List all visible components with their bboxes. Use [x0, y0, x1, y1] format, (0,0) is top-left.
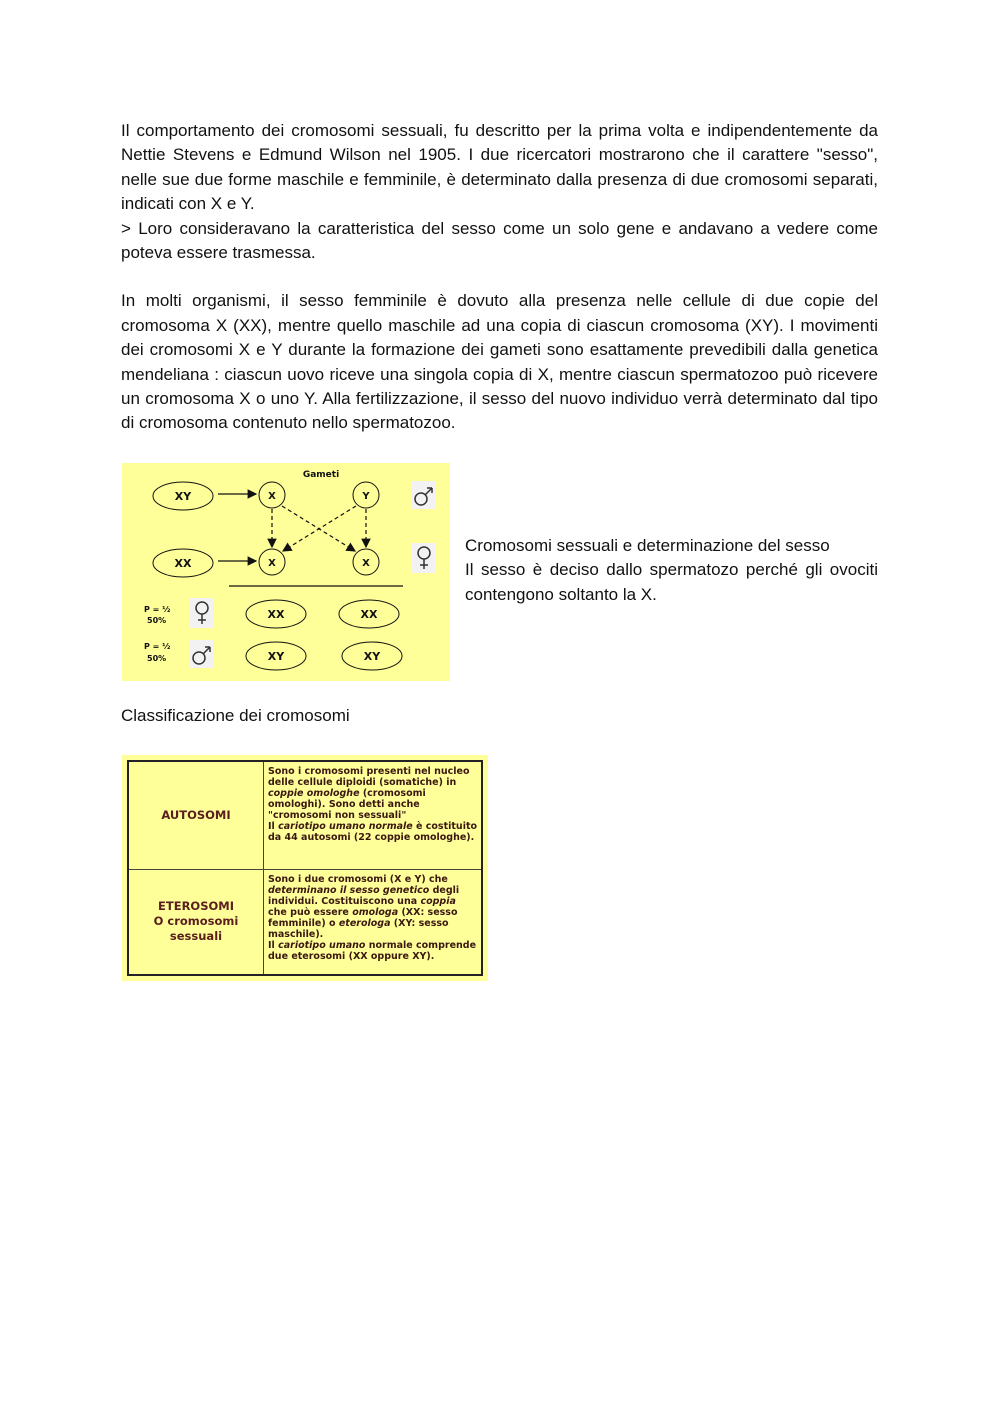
diagram-caption: [465, 534, 878, 607]
paragraph-mechanism: In molti organismi, il sesso femminile è dovuto alla presenza nelle cellule di due copie del cromosoma X (XX), mentre quello maschile ad una copia di ciascun cromosoma (XY). I movimenti dei cromosomi X e Y durante la formazione dei gameti sono esattamente prevedibili dalla genetica mendeliana : ciascun uovo riceve una singola copia di X, mentre ciascun spermatozoo può ricevere un cromosoma X o uno Y. Alla fertilizzazione, il sesso del nuovo individuo verrà determinato dal tipo di cromosoma contenuto nello spermatozoo.: [121, 291, 878, 433]
paragraph-note: > Loro consideravano la caratteristica del sesso come un solo gene e andavano a vedere come poteva essere trasmessa.: [121, 218, 878, 263]
sex-determination-diagram: [122, 463, 450, 681]
document-body: [121, 119, 878, 436]
caption-text: Il sesso è deciso dallo spermatozo perché gli ovociti contengono soltanto la X.: [465, 560, 878, 604]
gamete-male-x-label: X: [268, 491, 276, 502]
offspring-m2-label: XY: [363, 650, 381, 663]
prob2-line1: P = ½: [144, 642, 171, 651]
gamete-male-y-label: Y: [362, 491, 370, 502]
eterosomi-definition: Sono i due cromosomi (X e Y) che determinano il sesso genetico degli individui. Costituiscono una coppia che può essere omologa (XX: sesso femminile) o eterologa (XY: sesso maschile). Il cariotipo umano normale comprende due eterosomi (XX oppure XY).: [264, 869, 483, 975]
autosomi-term: AUTOSOMI: [128, 761, 264, 869]
gametes-title: Gameti: [302, 470, 340, 480]
offspring-f1-label: XX: [267, 608, 285, 621]
caption-title: Cromosomi sessuali e determinazione del sesso: [465, 536, 830, 555]
parent-female-label: XX: [174, 557, 192, 570]
paragraph-history: Il comportamento dei cromosomi sessuali, fu descritto per la prima volta e indipendentemente da Nettie Stevens e Edmund Wilson nel 1905. I due ricercatori mostrarono che il carattere "sesso", nelle sue due forme maschile e femminile, è determinato dalla presenza di due cromosomi separati, indicati con X e Y.: [121, 121, 878, 214]
parent-male-label: XY: [174, 490, 192, 503]
classification-table-image: [122, 755, 488, 981]
table-row: [128, 869, 482, 975]
prob1-line1: P = ½: [144, 605, 171, 614]
classification-table: [127, 760, 483, 976]
eterosomi-term: ETEROSOMI O cromosomi sessuali: [128, 869, 264, 975]
prob1-line2: 50%: [147, 616, 167, 625]
offspring-f2-label: XX: [360, 608, 378, 621]
offspring-m1-label: XY: [267, 650, 285, 663]
autosomi-definition: Sono i cromosomi presenti nel nucleo delle cellule diploidi (somatiche) in coppie omologhe (cromosomi omologhi). Sono detti anche "cromosomi non sessuali" Il cariotipo umano normale è costituito da 44 autosomi (22 coppie omologhe).: [264, 761, 483, 869]
gamete-female-x2-label: X: [362, 558, 370, 569]
prob2-line2: 50%: [147, 654, 167, 663]
section-title: Classificazione dei cromosomi: [121, 706, 350, 725]
gamete-female-x1-label: X: [268, 558, 276, 569]
table-row: [128, 761, 482, 869]
